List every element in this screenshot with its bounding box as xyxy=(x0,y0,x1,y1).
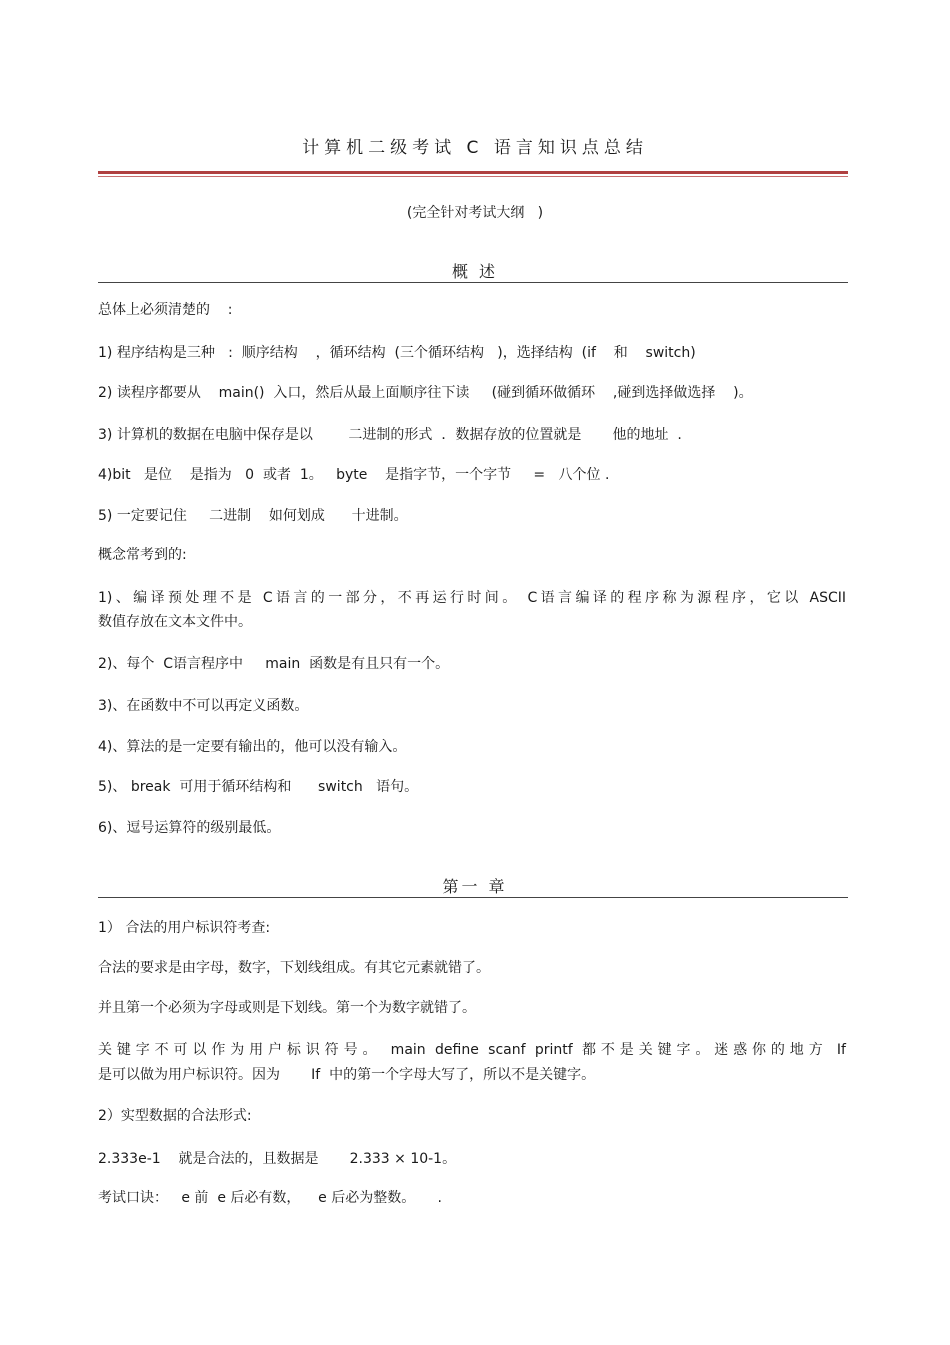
paragraph: 4)bit 是位 是指为 0 或者 1。 byte 是指字节，一个字节 = 八个位 . xyxy=(98,467,610,483)
paragraph: 2）实型数据的合法形式: xyxy=(98,1108,252,1124)
section-heading-overview: 概 述 xyxy=(451,262,499,281)
paragraph-line: 数值存放在文本文件中。 xyxy=(98,614,252,630)
paragraph: 3)、在函数中不可以再定义函数。 xyxy=(98,698,309,714)
section-heading-rule xyxy=(98,282,848,283)
paragraph: 并且第一个必须为字母或则是下划线。第一个为数字就错了。 xyxy=(98,1000,476,1016)
title-underline-thick xyxy=(98,171,848,174)
paragraph: 合法的要求是由字母，数字，下划线组成。有其它元素就错了。 xyxy=(98,960,490,976)
title-underline-thin xyxy=(98,176,848,177)
paragraph: 考试口诀： e 前 e 后必有数， e 后必为整数。 . xyxy=(98,1190,442,1206)
paragraph: 3) 计算机的数据在电脑中保存是以 二进制的形式 ．数据存放的位置就是 他的地址 . xyxy=(98,427,682,443)
document-subtitle: (完全针对考试大纲 ) xyxy=(406,205,544,221)
paragraph: 4)、算法的是一定要有输出的，他可以没有输入。 xyxy=(98,739,407,755)
paragraph: 总体上必须清楚的 : xyxy=(98,302,233,318)
paragraph: 1） 合法的用户标识符考查: xyxy=(98,920,271,936)
paragraph: 6)、逗号运算符的级别最低。 xyxy=(98,820,281,836)
paragraph-line: 是可以做为用户标识符。因为 If 中的第一个字母大写了，所以不是关键字。 xyxy=(98,1067,596,1083)
paragraph: 5) 一定要记住 二进制 如何划成 十进制。 xyxy=(98,508,408,524)
paragraph: 1) 程序结构是三种 : 顺序结构 ，循环结构 (三个循环结构 )，选择结构 (if 和 switch) xyxy=(98,345,696,361)
paragraph-line: 关键字不可以作为用户标识符号。 main define scanf printf 都不是关键字。迷惑你的地方 If xyxy=(98,1042,846,1058)
section-heading-rule xyxy=(98,897,848,898)
paragraph: 概念常考到的: xyxy=(98,547,187,563)
paragraph: 2)、每个 C语言程序中 main 函数是有且只有一个。 xyxy=(98,656,450,672)
section-heading-chapter-one: 第一 章 xyxy=(442,877,508,896)
paragraph: 5)、 break 可用于循环结构和 switch 语句。 xyxy=(98,779,419,795)
document-title: 计算机二级考试 C 语言知识点总结 xyxy=(302,138,648,158)
paragraph: 2) 读程序都要从 main() 入口，然后从最上面顺序往下读 (碰到循环做循环 ,碰到选择做选择 )。 xyxy=(98,385,753,401)
paragraph-line: 1)、编译预处理不是 C语言的一部分，不再运行时间。 C语言编译的程序称为源程序，它以 ASCII xyxy=(98,590,846,606)
paragraph: 2.333e-1 就是合法的，且数据是 2.333 × 10-1。 xyxy=(98,1151,457,1167)
